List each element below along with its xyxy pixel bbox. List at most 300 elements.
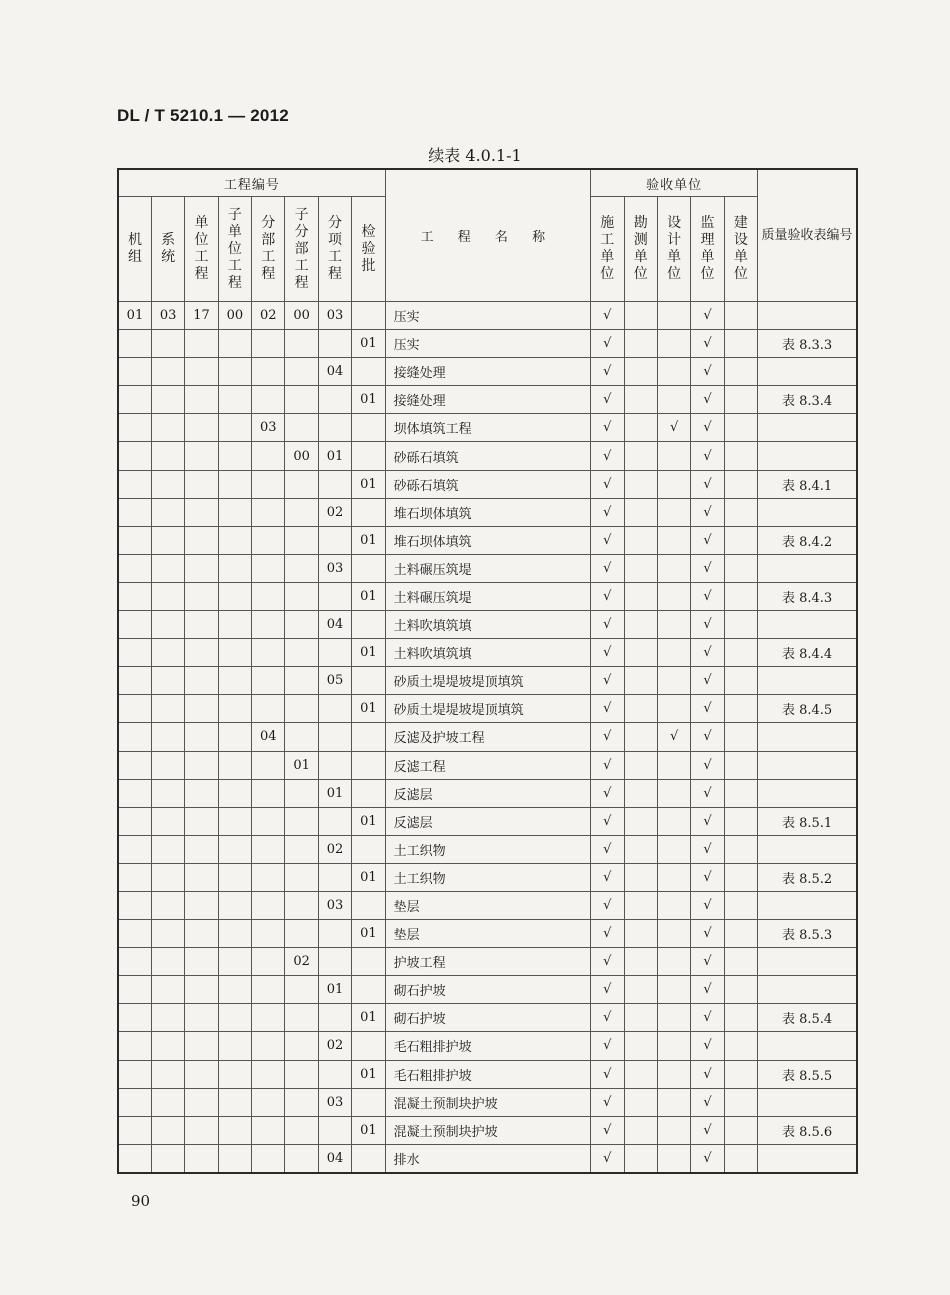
- check-owner: [724, 498, 757, 526]
- code-unit-project: [185, 386, 218, 414]
- check-survey: [624, 358, 657, 386]
- code-inspection-lot: [352, 302, 385, 330]
- table-row: [118, 863, 857, 891]
- project-name: 砂质土堤堤坡堤顶填筑: [385, 667, 590, 695]
- check-supervision: √: [691, 1144, 724, 1173]
- check-owner: [724, 358, 757, 386]
- check-supervision: √: [691, 526, 724, 554]
- check-owner: [724, 386, 757, 414]
- code-system: [151, 891, 184, 919]
- code-sub-unit-project: [218, 498, 251, 526]
- table-row: [118, 470, 857, 498]
- quality-form-number: [758, 891, 857, 919]
- check-survey: [624, 723, 657, 751]
- header-quality-form: 质量验收表编号: [758, 169, 857, 302]
- header-supervision-unit: 监理单位: [691, 197, 724, 302]
- code-sub-unit-project: [218, 891, 251, 919]
- code-sub-item: 01: [318, 976, 351, 1004]
- check-design: √: [657, 723, 690, 751]
- code-sub-item: 02: [318, 1032, 351, 1060]
- project-name: 毛石粗排护坡: [385, 1060, 590, 1088]
- code-sub-division: [285, 835, 318, 863]
- check-survey: [624, 582, 657, 610]
- check-owner: [724, 1116, 757, 1144]
- code-sub-item: [318, 863, 351, 891]
- code-inspection-lot: [352, 891, 385, 919]
- code-sub-item: 03: [318, 891, 351, 919]
- code-inspection-lot: 01: [352, 470, 385, 498]
- check-owner: [724, 976, 757, 1004]
- project-name: 反滤及护坡工程: [385, 723, 590, 751]
- header-design-unit: 设计单位: [657, 197, 690, 302]
- check-design: [657, 498, 690, 526]
- code-division: [252, 695, 285, 723]
- check-construction: √: [591, 611, 624, 639]
- table-row: [118, 779, 857, 807]
- code-sub-item: 03: [318, 554, 351, 582]
- quality-form-number: [758, 1032, 857, 1060]
- code-unit-group: [118, 358, 151, 386]
- check-survey: [624, 554, 657, 582]
- code-unit-project: [185, 358, 218, 386]
- table-row: [118, 976, 857, 1004]
- code-system: [151, 723, 184, 751]
- check-supervision: √: [691, 807, 724, 835]
- check-construction: √: [591, 442, 624, 470]
- code-system: [151, 807, 184, 835]
- code-sub-division: [285, 330, 318, 358]
- quality-form-number: 表 8.5.3: [758, 920, 857, 948]
- code-unit-group: [118, 976, 151, 1004]
- code-sub-unit-project: [218, 807, 251, 835]
- code-unit-group: [118, 1088, 151, 1116]
- project-name: 堆石坝体填筑: [385, 526, 590, 554]
- code-inspection-lot: [352, 779, 385, 807]
- project-name: 砂质土堤堤坡堤顶填筑: [385, 695, 590, 723]
- code-unit-project: [185, 948, 218, 976]
- check-construction: √: [591, 498, 624, 526]
- code-system: [151, 582, 184, 610]
- code-division: [252, 498, 285, 526]
- code-sub-division: [285, 863, 318, 891]
- code-sub-unit-project: [218, 948, 251, 976]
- code-sub-item: 04: [318, 1144, 351, 1173]
- code-unit-group: [118, 639, 151, 667]
- check-survey: [624, 470, 657, 498]
- check-construction: √: [591, 779, 624, 807]
- header-unit-project: 单位工程: [185, 197, 218, 302]
- quality-form-number: 表 8.3.3: [758, 330, 857, 358]
- code-unit-project: [185, 442, 218, 470]
- check-survey: [624, 695, 657, 723]
- code-system: [151, 976, 184, 1004]
- check-owner: [724, 302, 757, 330]
- check-design: [657, 920, 690, 948]
- code-sub-unit-project: [218, 526, 251, 554]
- project-name: 排水: [385, 1144, 590, 1173]
- quality-form-number: [758, 835, 857, 863]
- code-sub-division: [285, 723, 318, 751]
- project-name: 土料吹填筑填: [385, 639, 590, 667]
- code-sub-unit-project: [218, 920, 251, 948]
- check-survey: [624, 611, 657, 639]
- project-name: 土料碾压筑堤: [385, 554, 590, 582]
- check-supervision: √: [691, 1088, 724, 1116]
- table-row: [118, 526, 857, 554]
- check-owner: [724, 695, 757, 723]
- check-survey: [624, 1004, 657, 1032]
- code-inspection-lot: 01: [352, 863, 385, 891]
- code-unit-group: [118, 330, 151, 358]
- code-sub-division: [285, 779, 318, 807]
- code-sub-division: [285, 1116, 318, 1144]
- code-unit-project: [185, 723, 218, 751]
- code-sub-unit-project: [218, 1116, 251, 1144]
- code-division: 04: [252, 723, 285, 751]
- check-construction: √: [591, 807, 624, 835]
- check-survey: [624, 667, 657, 695]
- check-survey: [624, 386, 657, 414]
- check-design: [657, 639, 690, 667]
- code-inspection-lot: [352, 611, 385, 639]
- code-sub-unit-project: [218, 470, 251, 498]
- project-name: 反滤层: [385, 779, 590, 807]
- check-design: [657, 976, 690, 1004]
- check-design: [657, 526, 690, 554]
- project-name: 土料吹填筑填: [385, 611, 590, 639]
- code-unit-group: [118, 582, 151, 610]
- check-owner: [724, 807, 757, 835]
- check-owner: [724, 1088, 757, 1116]
- code-sub-division: [285, 554, 318, 582]
- code-division: [252, 891, 285, 919]
- check-design: [657, 330, 690, 358]
- project-name: 混凝土预制块护坡: [385, 1088, 590, 1116]
- code-sub-item: 01: [318, 779, 351, 807]
- check-survey: [624, 948, 657, 976]
- table-row: [118, 1088, 857, 1116]
- quality-form-number: [758, 358, 857, 386]
- check-survey: [624, 976, 657, 1004]
- code-sub-item: [318, 920, 351, 948]
- code-inspection-lot: [352, 948, 385, 976]
- code-sub-unit-project: [218, 695, 251, 723]
- check-design: [657, 470, 690, 498]
- check-design: [657, 1060, 690, 1088]
- code-system: [151, 948, 184, 976]
- check-construction: √: [591, 667, 624, 695]
- page-number: 90: [131, 1192, 151, 1210]
- table-row: [118, 302, 857, 330]
- check-design: [657, 948, 690, 976]
- check-construction: √: [591, 470, 624, 498]
- code-unit-group: [118, 1144, 151, 1173]
- check-survey: [624, 1116, 657, 1144]
- table-row: [118, 358, 857, 386]
- code-division: [252, 667, 285, 695]
- code-sub-item: [318, 330, 351, 358]
- check-survey: [624, 751, 657, 779]
- code-unit-project: [185, 470, 218, 498]
- code-sub-unit-project: [218, 582, 251, 610]
- check-design: [657, 554, 690, 582]
- code-unit-project: [185, 667, 218, 695]
- code-unit-group: [118, 835, 151, 863]
- code-inspection-lot: [352, 751, 385, 779]
- header-inspection-lot: 检验批: [352, 197, 385, 302]
- code-sub-unit-project: [218, 330, 251, 358]
- code-unit-project: [185, 639, 218, 667]
- check-design: [657, 751, 690, 779]
- project-name: 压实: [385, 302, 590, 330]
- code-sub-division: 01: [285, 751, 318, 779]
- header-construction-unit: 施工单位: [591, 197, 624, 302]
- check-supervision: √: [691, 1116, 724, 1144]
- check-construction: √: [591, 948, 624, 976]
- code-sub-division: [285, 1060, 318, 1088]
- header-system: 系统: [151, 197, 184, 302]
- quality-form-number: [758, 723, 857, 751]
- check-owner: [724, 667, 757, 695]
- code-unit-group: [118, 611, 151, 639]
- quality-form-number: [758, 751, 857, 779]
- check-design: [657, 835, 690, 863]
- quality-form-number: [758, 779, 857, 807]
- code-unit-group: [118, 1032, 151, 1060]
- code-system: [151, 358, 184, 386]
- code-sub-unit-project: [218, 863, 251, 891]
- code-unit-group: [118, 723, 151, 751]
- table-row: [118, 386, 857, 414]
- code-sub-item: [318, 1116, 351, 1144]
- code-sub-division: [285, 1004, 318, 1032]
- code-unit-group: [118, 386, 151, 414]
- code-inspection-lot: 01: [352, 582, 385, 610]
- project-name: 护坡工程: [385, 948, 590, 976]
- project-name: 砂砾石填筑: [385, 442, 590, 470]
- code-sub-item: 02: [318, 498, 351, 526]
- code-sub-unit-project: [218, 386, 251, 414]
- code-unit-group: [118, 891, 151, 919]
- table-row: [118, 891, 857, 919]
- project-name: 砌石护坡: [385, 1004, 590, 1032]
- code-sub-item: [318, 639, 351, 667]
- check-supervision: √: [691, 863, 724, 891]
- code-sub-unit-project: [218, 611, 251, 639]
- check-supervision: √: [691, 498, 724, 526]
- quality-form-number: [758, 498, 857, 526]
- code-system: [151, 386, 184, 414]
- code-unit-group: [118, 1060, 151, 1088]
- project-name: 接缝处理: [385, 386, 590, 414]
- code-sub-item: [318, 751, 351, 779]
- table-row: [118, 1004, 857, 1032]
- table-row: [118, 639, 857, 667]
- code-unit-project: [185, 554, 218, 582]
- check-design: [657, 667, 690, 695]
- project-name: 垫层: [385, 891, 590, 919]
- project-name: 砌石护坡: [385, 976, 590, 1004]
- table-row: [118, 695, 857, 723]
- code-sub-unit-project: [218, 414, 251, 442]
- code-system: [151, 1060, 184, 1088]
- table-row: [118, 498, 857, 526]
- code-sub-division: [285, 1088, 318, 1116]
- table-row: [118, 1032, 857, 1060]
- code-unit-group: [118, 1004, 151, 1032]
- project-name: 坝体填筑工程: [385, 414, 590, 442]
- code-division: [252, 920, 285, 948]
- check-survey: [624, 442, 657, 470]
- table-row: [118, 582, 857, 610]
- code-unit-group: [118, 526, 151, 554]
- code-sub-division: [285, 611, 318, 639]
- code-sub-item: [318, 386, 351, 414]
- quality-form-number: [758, 667, 857, 695]
- check-survey: [624, 302, 657, 330]
- code-sub-unit-project: [218, 1032, 251, 1060]
- code-unit-group: [118, 807, 151, 835]
- table-row: [118, 442, 857, 470]
- project-name: 接缝处理: [385, 358, 590, 386]
- check-design: [657, 779, 690, 807]
- code-division: [252, 1144, 285, 1173]
- check-owner: [724, 554, 757, 582]
- code-sub-item: [318, 470, 351, 498]
- quality-form-number: [758, 948, 857, 976]
- check-survey: [624, 863, 657, 891]
- project-name: 混凝土预制块护坡: [385, 1116, 590, 1144]
- code-sub-item: 04: [318, 611, 351, 639]
- code-sub-unit-project: [218, 835, 251, 863]
- check-construction: √: [591, 358, 624, 386]
- code-unit-project: [185, 1116, 218, 1144]
- check-design: [657, 1116, 690, 1144]
- code-sub-unit-project: [218, 554, 251, 582]
- check-owner: [724, 863, 757, 891]
- project-name: 土工织物: [385, 835, 590, 863]
- code-unit-project: [185, 751, 218, 779]
- check-supervision: √: [691, 470, 724, 498]
- table-row: [118, 723, 857, 751]
- check-design: [657, 891, 690, 919]
- code-division: [252, 1116, 285, 1144]
- code-inspection-lot: [352, 498, 385, 526]
- code-sub-division: [285, 1144, 318, 1173]
- code-sub-unit-project: [218, 723, 251, 751]
- code-inspection-lot: [352, 667, 385, 695]
- check-design: [657, 807, 690, 835]
- code-sub-division: [285, 414, 318, 442]
- check-supervision: √: [691, 723, 724, 751]
- code-sub-unit-project: [218, 358, 251, 386]
- check-owner: [724, 470, 757, 498]
- code-inspection-lot: 01: [352, 386, 385, 414]
- check-survey: [624, 639, 657, 667]
- quality-form-number: [758, 442, 857, 470]
- table-row: [118, 807, 857, 835]
- code-inspection-lot: [352, 1088, 385, 1116]
- check-owner: [724, 779, 757, 807]
- code-sub-unit-project: [218, 639, 251, 667]
- code-system: [151, 751, 184, 779]
- check-design: [657, 1144, 690, 1173]
- code-division: [252, 330, 285, 358]
- check-supervision: √: [691, 611, 724, 639]
- check-supervision: √: [691, 779, 724, 807]
- code-inspection-lot: 01: [352, 695, 385, 723]
- code-unit-project: [185, 835, 218, 863]
- check-construction: √: [591, 976, 624, 1004]
- table-row: [118, 611, 857, 639]
- code-division: [252, 751, 285, 779]
- quality-form-number: [758, 611, 857, 639]
- code-unit-project: [185, 891, 218, 919]
- check-owner: [724, 1060, 757, 1088]
- code-division: 03: [252, 414, 285, 442]
- code-sub-division: 00: [285, 302, 318, 330]
- code-system: [151, 863, 184, 891]
- code-sub-item: [318, 1004, 351, 1032]
- code-sub-division: [285, 639, 318, 667]
- check-design: [657, 695, 690, 723]
- code-sub-unit-project: [218, 1060, 251, 1088]
- check-construction: √: [591, 302, 624, 330]
- project-name: 堆石坝体填筑: [385, 498, 590, 526]
- check-design: √: [657, 414, 690, 442]
- code-unit-group: [118, 948, 151, 976]
- code-division: [252, 358, 285, 386]
- project-name: 反滤层: [385, 807, 590, 835]
- code-system: 03: [151, 302, 184, 330]
- project-name: 土工织物: [385, 863, 590, 891]
- check-construction: √: [591, 863, 624, 891]
- code-system: [151, 554, 184, 582]
- code-division: [252, 863, 285, 891]
- code-unit-group: [118, 779, 151, 807]
- check-owner: [724, 442, 757, 470]
- code-sub-division: [285, 582, 318, 610]
- code-inspection-lot: [352, 1144, 385, 1173]
- check-construction: √: [591, 554, 624, 582]
- code-sub-division: [285, 891, 318, 919]
- header-survey-unit: 勘测单位: [624, 197, 657, 302]
- code-division: [252, 386, 285, 414]
- header-owner-unit: 建设单位: [724, 197, 757, 302]
- code-division: [252, 526, 285, 554]
- check-owner: [724, 330, 757, 358]
- code-unit-project: [185, 920, 218, 948]
- check-supervision: √: [691, 358, 724, 386]
- code-sub-division: [285, 498, 318, 526]
- code-system: [151, 498, 184, 526]
- code-system: [151, 526, 184, 554]
- code-sub-division: [285, 695, 318, 723]
- code-sub-unit-project: [218, 442, 251, 470]
- code-sub-division: [285, 920, 318, 948]
- code-system: [151, 611, 184, 639]
- table-row: [118, 414, 857, 442]
- quality-form-number: [758, 414, 857, 442]
- code-inspection-lot: [352, 554, 385, 582]
- quality-form-number: [758, 976, 857, 1004]
- code-unit-project: [185, 582, 218, 610]
- code-sub-unit-project: [218, 667, 251, 695]
- code-inspection-lot: [352, 835, 385, 863]
- quality-form-number: [758, 1144, 857, 1173]
- quality-form-number: 表 8.3.4: [758, 386, 857, 414]
- check-survey: [624, 891, 657, 919]
